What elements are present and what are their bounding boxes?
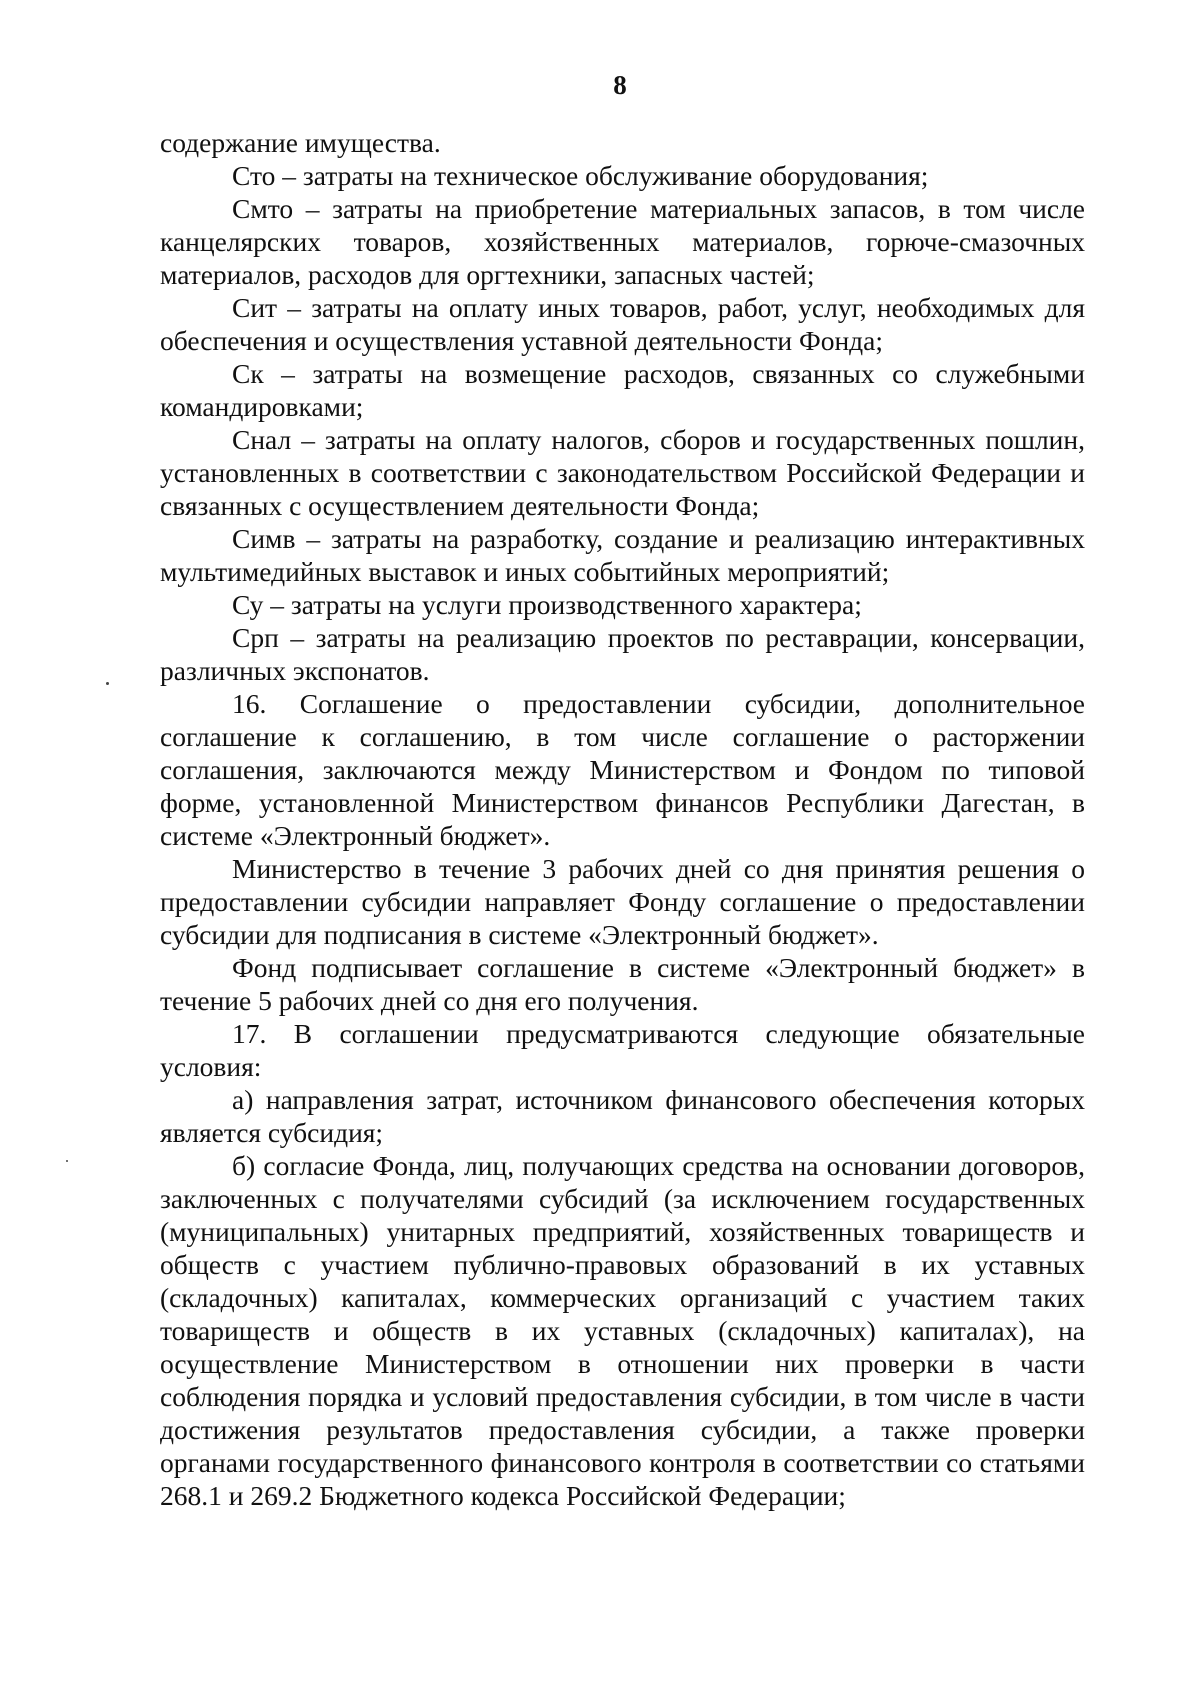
paragraph: Сто – затраты на техническое обслуживание оборудования; (232, 160, 929, 191)
paragraph: Ск – затраты на возмещение расходов, связанных со служебными командировками; (160, 358, 1085, 422)
page-number: 8 (613, 70, 627, 100)
paragraph-item-16: 16. Соглашение о предоставлении субсидии, дополнительное соглашение к соглашению, в том числе соглашение о расторжении соглашения, заключаются между Министерством и Фондом по типовой форме, установленной Министерством финансов Республики Дагестан, в системе «Электронный бюджет». (160, 688, 1085, 851)
paragraph: Смто – затраты на приобретение материальных запасов, в том числе канцелярских товаров, хозяйственных материалов, горюче-смазочных материалов, расходов для оргтехники, запасных частей; (160, 193, 1085, 290)
scan-speck (106, 682, 109, 685)
paragraph: содержание имущества. (160, 127, 441, 158)
paragraph: Министерство в течение 3 рабочих дней со дня принятия решения о предоставлении субсидии направляет Фонду соглашение о предоставлении субсидии для подписания в системе «Электронный бюджет». (160, 853, 1085, 950)
paragraph: Снал – затраты на оплату налогов, сборов и государственных пошлин, установленных в соответствии с законодательством Российской Федерации и связанных с осуществлением деятельности Фонда; (160, 424, 1085, 521)
paragraph-subitem-a: а) направления затрат, источником финансового обеспечения которых является субсидия; (160, 1084, 1085, 1148)
document-body (160, 126, 1085, 1512)
paragraph-subitem-b: б) согласие Фонда, лиц, получающих средства на основании договоров, заключенных с получателями субсидий (за исключением государственных (муниципальных) унитарных предприятий, хозяйственных товариществ и обществ с участием публично-правовых образований в их уставных (складочных) капиталах, коммерческих организаций с участием таких товариществ и обществ в их уставных (складочных) капиталах), на осуществление Министерством в отношении них проверки в части соблюдения порядка и условий предоставления субсидии, в том числе в части достижения результатов предоставления субсидии, а также проверки органами государственного финансового контроля в соответствии со статьями 268.1 и 269.2 Бюджетного кодекса Российской Федерации; (160, 1150, 1085, 1511)
paragraph: Фонд подписывает соглашение в системе «Электронный бюджет» в течение 5 рабочих дней со дня его получения. (160, 952, 1085, 1016)
scan-speck (66, 1160, 68, 1162)
paragraph: Сит – затраты на оплату иных товаров, работ, услуг, необходимых для обеспечения и осуществления уставной деятельности Фонда; (160, 292, 1085, 356)
paragraph: Су – затраты на услуги производственного характера; (232, 589, 862, 620)
paragraph: Срп – затраты на реализацию проектов по реставрации, консервации, различных экспонатов. (160, 622, 1085, 686)
paragraph-item-17: 17. В соглашении предусматриваются следующие обязательные условия: (160, 1018, 1085, 1082)
paragraph: Симв – затраты на разработку, создание и реализацию интерактивных мультимедийных выставок и иных событийных мероприятий; (160, 523, 1085, 587)
